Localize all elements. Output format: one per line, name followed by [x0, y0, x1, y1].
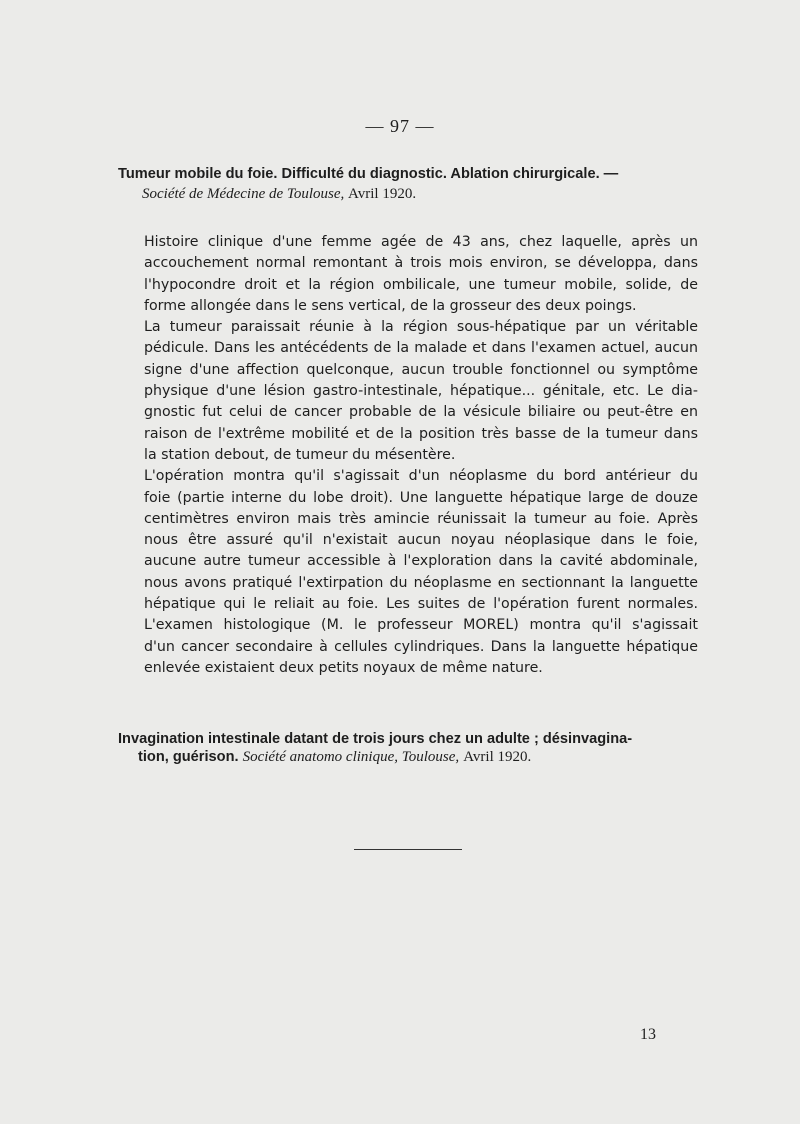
paragraph-3 [118, 466, 698, 679]
article-1-source [118, 184, 698, 204]
article-1-society: Société de Médecine de Toulouse, [142, 186, 345, 202]
article-2-date: Avril 1920. [463, 749, 532, 765]
text-line: L'examen histologique (M. le professeur MOREL) montra qu'il s'agissait [144, 617, 698, 634]
paragraph-1 [118, 232, 698, 317]
text-line: la station debout, de tumeur du mésentère. [144, 446, 456, 463]
page-number: — 97 — [365, 116, 435, 136]
text-line: nous être assuré qu'il n'existait aucun noyau néoplasique dans le foie, [144, 532, 698, 549]
article-2-society: Société anatomo clinique, Toulouse, [242, 749, 460, 765]
text-line: gnostic fut celui de cancer probable de la vésicule biliaire ou peut-être en [144, 404, 698, 421]
text-line: pédicule. Dans les antécédents de la malade et dans l'examen actuel, aucun [144, 340, 698, 357]
text-line: hépatique qui le reliait au foie. Les suites de l'opération furent normales. [144, 596, 698, 613]
text-line: accouchement normal remontant à trois mois environ, se développa, dans [144, 255, 698, 272]
article-1-heading [118, 164, 698, 204]
article-2-title-end: tion, guérison. [138, 749, 239, 765]
article-2-title-line-1: Invagination intestinale datant de trois jours chez un adulte ; désinvagina- [118, 731, 633, 747]
text-line: centimètres environ mais très amincie réunissait la tumeur au foie. Après [144, 510, 698, 527]
article-2-heading [118, 729, 698, 766]
text-line: L'opération montra qu'il s'agissait d'un néoplasme du bord antérieur du [144, 468, 698, 485]
paragraph-2 [118, 317, 698, 466]
text-line: d'un cancer secondaire à cellules cylindriques. Dans la languette hépatique [144, 638, 698, 655]
article-1-date: Avril 1920. [348, 186, 417, 202]
article-2-title-line-2 [118, 749, 698, 766]
text-line: l'hypocondre droit et la région ombilicale, une tumeur mobile, solide, de [144, 276, 698, 293]
text-line: forme allongée dans le sens vertical, de la grosseur des deux poings. [144, 297, 637, 314]
text-line: raison de l'extrême mobilité et de la position très basse de la tumeur dans [144, 425, 698, 442]
article-1-title: Tumeur mobile du foie. Difficulté du diagnostic. Ablation chirurgicale. — [118, 166, 619, 182]
text-line: aucune autre tumeur accessible à l'exploration dans la cavité abdominale, [144, 553, 698, 570]
text-line: Histoire clinique d'une femme agée de 43 ans, chez laquelle, après un [144, 234, 698, 250]
text-line: nous avons pratiqué l'extirpation du néoplasme en sectionnant la languette [144, 574, 698, 591]
article-1-body [118, 232, 698, 679]
section-divider [354, 849, 462, 850]
text-line: enlevée existaient deux petits noyaux de même nature. [144, 659, 543, 676]
text-line: La tumeur paraissait réunie à la région sous-hépatique par un véritable [144, 319, 698, 336]
text-line: signe d'une affection quelconque, aucun trouble fonctionnel ou symptôme [144, 361, 698, 378]
signature-mark: 13 [640, 1026, 656, 1043]
text-line: foie (partie interne du lobe droit). Une languette hépatique large de douze [144, 489, 698, 506]
text-line: physique d'une lésion gastro-intestinale, hépatique... génitale, etc. Le dia- [144, 383, 698, 400]
